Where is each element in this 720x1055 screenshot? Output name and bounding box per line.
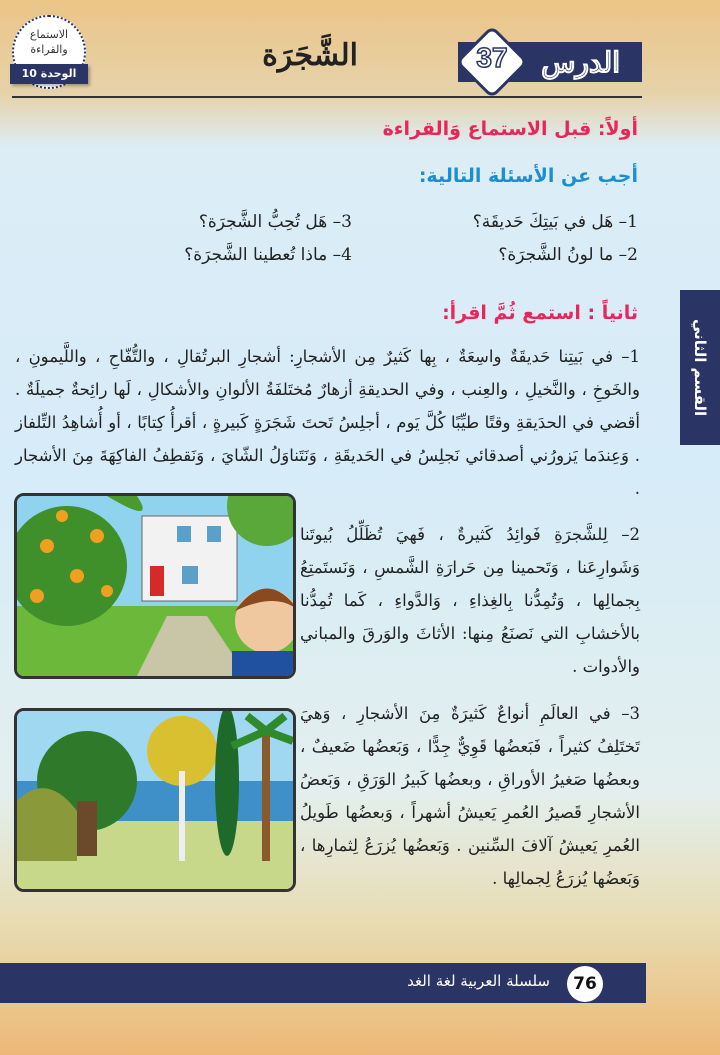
unit-skill-line2: والقراءة: [30, 43, 68, 56]
garden-house-illustration: [14, 493, 296, 679]
page-title: الشَّجَرَة: [262, 38, 358, 73]
paragraph-2: 2– لِلشَّجرَةِ فَوائِدُ كَثيرةٌ ، فَهيَ تُظَلِّلُ بُيوتَنا وَشَوارِعَنا ، وَتَحمينا مِن حَرارَةِ الشَّمسِ ، وَنَستَمتِعُ بِجمالِها ، وَتُمِدُّنا بِالغِذاءِ ، وَالدَّواءِ ، كَما تُمِدُّنا بالأخشابِ التي نَصنَعُ مِنها: الأثاثَ والوَرقَ والمباني والأدوات .: [300, 525, 640, 676]
page-number: 76: [567, 966, 603, 1002]
paragraph-3: 3– في العالَمِ أنواعٌ كَثيرَةٌ مِنَ الأشجارِ ، وَهيَ تَختَلِفُ كثيراً ، فَبَعضُها قَوِيٌّ جِدًّا ، وَبَعضُها ضَعيفٌ ، وبعضُها صَغيرُ الأوراقِ ، وبعضُها كَبيرُ الوَرَقِ ، وَبَعضُ الأشجارِ قَصيرُ العُمرِ يَعيشُ أشهراً ، وَبعضُها طَويلُ العُمرِ يَعيشُ آلافَ السِّنين . وَبَعضُها يُزرَعُ لِثمارِها ، وَبَعضُها يُزرَعُ لِجمالِها .: [300, 704, 640, 888]
lesson-label: الدرس: [541, 45, 620, 79]
unit-skill-line1: الاستماع: [29, 28, 69, 41]
question-1: 1– هَل في بَيتِكَ حَديقَة؟: [472, 212, 638, 232]
question-2: 2– ما لونُ الشَّجرَة؟: [498, 245, 638, 265]
question-4: 4– ماذا تُعطينا الشَّجرَة؟: [184, 245, 352, 265]
section-side-tab: القسم الثاني: [680, 290, 720, 445]
unit-label: الوحدة 10: [10, 64, 88, 84]
paragraph-1: 1– في بَيتِنا حَديقَةٌ واسِعَةٌ ، بِها كَثيرٌ مِن الأشجارِ: أشجارِ البرتُقالِ ، والتُّفّاحِ ، واللَّيمونِ ، والخَوخِ ، والنَّخيلِ ، والعِنب ، وفي الحديقةِ أزهارٌ مُختَلفَةُ الألوانِ والأشكالِ ، لَها رائِحةٌ جميلَةٌ . أقضي في الحدَيقةِ وقتًا طيِّبًا كُلَّ يَوم ، أجلِسُ تَحتَ شَجَرَةٍ كَبيرةٍ ، أقرأُ كِتابًا ، أو أُشاهِدُ التِّلفاز . وَعِندَما يَزورُني أصدقائي نَجلِسُ في الحَديقَةِ ، وَنَتَناوَلُ الشّايَ ، وَنَقطِفُ الفاكِهَةَ مِنَ الأشجار .: [15, 347, 640, 498]
question-3: 3– هَل تُحِبُّ الشَّجرَة؟: [198, 212, 352, 232]
trees-illustration: [14, 708, 296, 892]
series-title: سلسلة العربية لغة الغد: [407, 972, 550, 990]
section1-heading: أولاً: قبل الاستماع وَالقراءة: [382, 118, 638, 140]
lesson-number: 37: [476, 42, 508, 73]
header-divider: [12, 96, 642, 98]
section1-instruction: أجب عن الأسئلة التالية:: [418, 165, 638, 187]
section2-heading: ثانياً : استمع ثُمَّ اقرأ:: [442, 302, 638, 324]
